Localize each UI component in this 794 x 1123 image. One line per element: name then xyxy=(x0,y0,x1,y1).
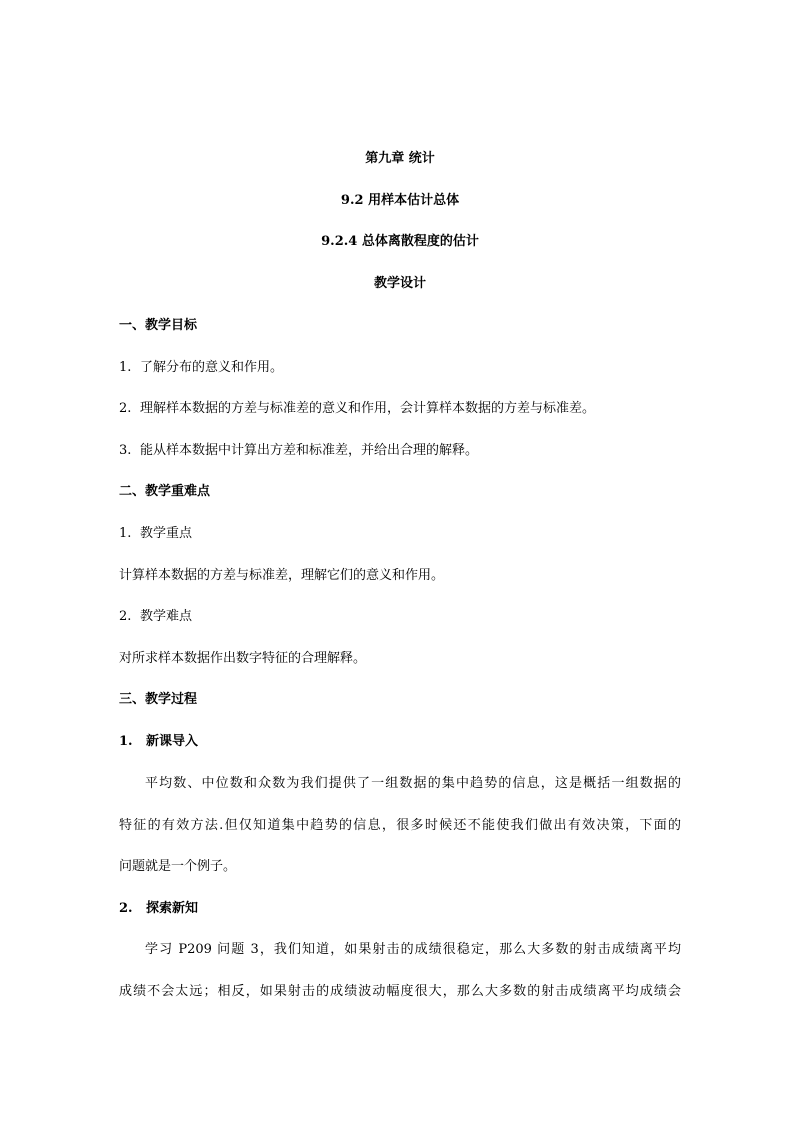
objective-text: 能从样本数据中计算出方差和标准差，并给出合理的解释。 xyxy=(140,443,479,458)
objectives-heading: 一、教学目标 xyxy=(119,318,198,333)
objective-number: 2. xyxy=(119,401,132,416)
step1-number: 1. xyxy=(119,734,133,749)
objective-number: 1. xyxy=(119,360,132,375)
step2-label: 探索新知 xyxy=(146,901,199,916)
step1-label: 新课导入 xyxy=(146,734,199,749)
difficulty-label: 教学难点 xyxy=(140,609,193,624)
chapter-title: 第九章 统计 xyxy=(365,151,435,166)
step2-heading xyxy=(119,901,681,917)
objective-number: 3. xyxy=(119,443,132,458)
subsection-title: 9.2.4 总体离散程度的估计 xyxy=(321,234,479,249)
difficulty-text: 对所求样本数据作出数字特征的合理解释。 xyxy=(119,651,367,666)
focus-text: 计算样本数据的方差与标准差，理解它们的意义和作用。 xyxy=(119,568,445,583)
step1-heading xyxy=(119,734,681,750)
difficulty-subheading xyxy=(119,609,681,625)
section-title: 9.2 用样本估计总体 xyxy=(340,193,460,208)
document-type-title: 教学设计 xyxy=(373,276,426,291)
paragraph-line: 成绩不会太远；相反，如果射击的成绩波动幅度很大，那么大多数的射击成绩离平均成绩会 xyxy=(119,984,681,999)
objective-item xyxy=(119,443,681,459)
key-points-heading: 二、教学重难点 xyxy=(119,484,211,499)
focus-label: 教学重点 xyxy=(140,526,193,541)
objective-text: 理解样本数据的方差与标准差的意义和作用，会计算样本数据的方差与标准差。 xyxy=(140,401,596,416)
paragraph-line: 问题就是一个例子。 xyxy=(119,859,237,874)
paragraph-line: 特征的有效方法.但仅知道集中趋势的信息，很多时候还不能使我们做出有效决策，下面的 xyxy=(119,818,681,833)
process-heading: 三、教学过程 xyxy=(119,692,198,707)
focus-number: 1. xyxy=(119,526,132,541)
paragraph-line: 平均数、中位数和众数为我们提供了一组数据的集中趋势的信息，这是概括一组数据的 xyxy=(145,776,681,791)
difficulty-number: 2. xyxy=(119,609,132,624)
paragraph-line: 学习 P209 问题 3，我们知道，如果射击的成绩很稳定，那么大多数的射击成绩离平均 xyxy=(145,942,681,957)
step2-number: 2. xyxy=(119,901,133,916)
objective-item xyxy=(119,401,681,417)
focus-subheading xyxy=(119,526,681,542)
objective-item xyxy=(119,360,681,376)
objective-text: 了解分布的意义和作用。 xyxy=(140,360,284,375)
